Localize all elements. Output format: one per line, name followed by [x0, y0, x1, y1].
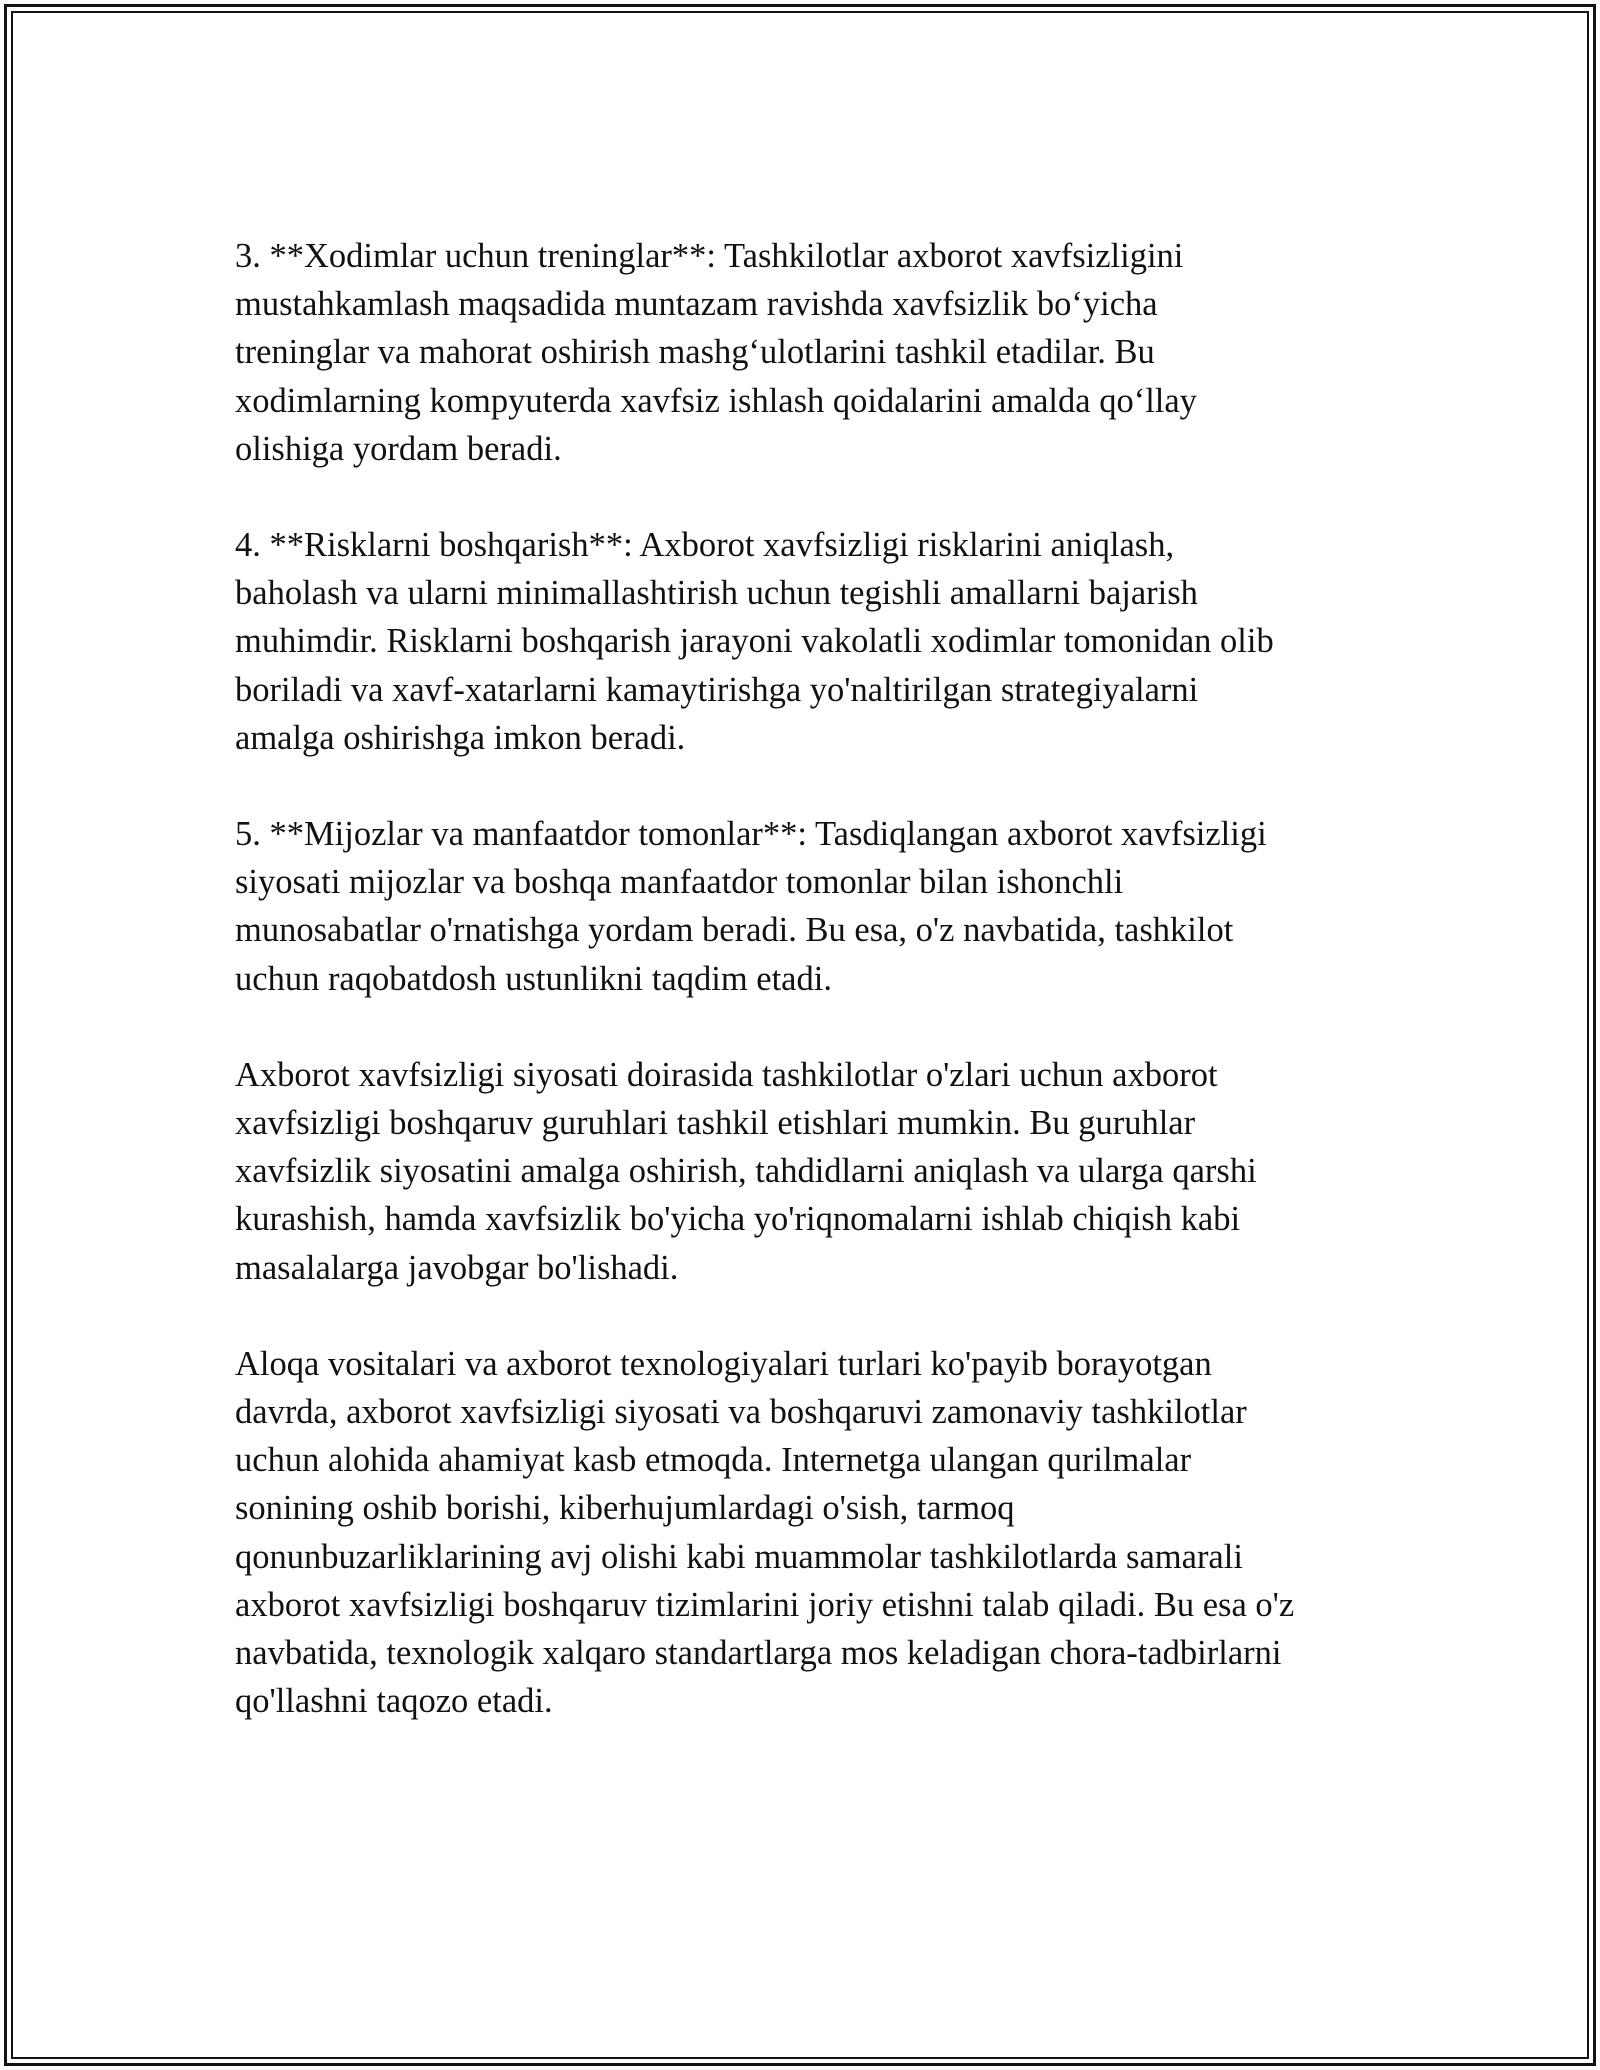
- paragraph-security-governance-groups: Axborot xavfsizligi siyosati doirasida tashkilotlar o'zlari uchun axborot xavfsizligi boshqaruv guruhlari tashkil etishlari mumkin. Bu guruhlar xavfsizlik siyosatini amalga oshirish, tahdidlarni aniqlash va ularga qarshi kurashish, hamda xavfsizlik bo'yicha yo'riqnomalarni ishlab chiqish kabi masalalarga javobgar bo'lishadi.: [235, 1055, 1257, 1287]
- paragraph-modern-organizations: Aloqa vositalari va axborot texnologiyalari turlari ko'payib borayotgan davrda, axborot xavfsizligi siyosati va boshqaruvi zamonaviy tashkilotlar uchun alohida ahamiyat kasb etmoqda. Internetga ulangan qurilmalar sonining oshib borishi, kiberhujumlardagi o'sish, tarmoq qonunbuzarliklarining avj olishi kabi muammolar tashkilotlarda samarali axborot xavfsizligi boshqaruv tizimlarini joriy etishni talab qiladi. Bu esa o'z navbatida, texnologik xalqaro standartlarga mos keladigan chora-tadbirlarni qo'llashni taqozo etadi.: [235, 1344, 1295, 1721]
- paragraph-clients-stakeholders: 5. **Mijozlar va manfaatdor tomonlar**: Tasdiqlangan axborot xavfsizligi siyosati mijozlar va boshqa manfaatdor tomonlar bilan ishonchli munosabatlar o'rnatishga yordam beradi. Bu esa, o'z navbatida, tashkilot uchun raqobatdosh ustunlikni taqdim etadi.: [235, 815, 1267, 998]
- document-body: [235, 232, 1385, 1773]
- paragraph-risk-management: 4. **Risklarni boshqarish**: Axborot xavfsizligi risklarini aniqlash, baholash va ularni minimallashtirish uchun tegishli amallarni bajarish muhimdir. Risklarni boshqarish jarayoni vakolatli xodimlar tomonidan olib boriladi va xavf-xatarlarni kamaytirishga yo'naltirilgan strategiyalarni amalga oshirishga imkon beradi.: [235, 526, 1274, 757]
- paragraph-staff-trainings: 3. **Xodimlar uchun treninglar**: Tashkilotlar axborot xavfsizligini mustahkamlash maqsadida muntazam ravishda xavfsizlik bo‘yicha treninglar va mahorat oshirish mashg‘ulotlarini tashkil etadilar. Bu xodimlarning kompyuterda xavfsiz ishlash qoidalarini amalda qo‘llay olishiga yordam beradi.: [235, 237, 1197, 468]
